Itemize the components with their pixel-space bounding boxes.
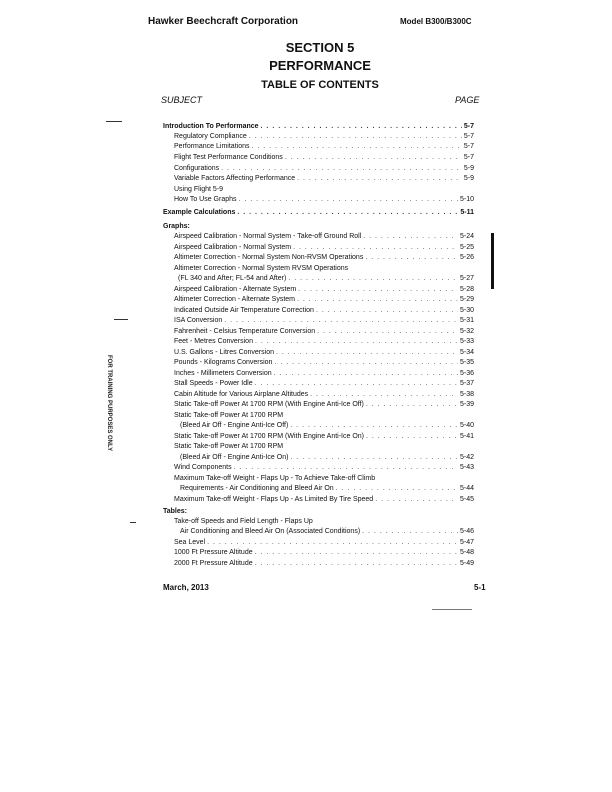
toc-entry: Indicated Outside Air Temperature Correction . . . 5-30: [174, 306, 474, 315]
footer-date: March, 2013: [163, 583, 209, 592]
toc-entry: Static Take-off Power At 1700 RPM (With Engine Anti-Ice On) . . . 5-41: [174, 432, 474, 441]
toc-entry: Static Take-off Power At 1700 RPM: [174, 412, 284, 419]
toc-entry: Static Take-off Power At 1700 RPM (With Engine Anti-Ice Off) . . . 5-39: [174, 400, 474, 409]
toc-entry: Maximum Take-off Weight - Flaps Up - As Limited By Tire Speed . . . 5-45: [174, 495, 474, 504]
page-column-header: PAGE: [455, 95, 480, 105]
toc-entry: Stall Speeds - Power Idle . . . 5-37: [174, 379, 474, 388]
section-title: SECTION 5: [285, 40, 355, 55]
margin-mark: [130, 522, 136, 523]
toc-entry: Sea Level . . . 5-47: [174, 538, 474, 547]
toc-title: TABLE OF CONTENTS: [261, 79, 379, 91]
subject-column-header: SUBJECT: [161, 95, 203, 105]
toc-entry: Airspeed Calibration - Normal System - Take-off Ground Roll . . . 5-24: [174, 232, 474, 241]
footer-page-number: 5-1: [474, 583, 486, 592]
toc-entry: U.S. Gallons - Litres Conversion . . . 5-34: [174, 348, 474, 357]
toc-entry: (Bleed Air Off - Engine Anti-Ice On) . . . 5-42: [180, 453, 474, 462]
toc-entry: Take-off Speeds and Field Length - Flaps Up: [174, 518, 313, 525]
toc-entry: Static Take-off Power At 1700 RPM: [174, 443, 284, 450]
toc-entry: Airspeed Calibration - Alternate System . . . 5-28: [174, 285, 474, 294]
toc-entry: Introduction To Performance . . . 5-7: [163, 122, 474, 131]
toc-group-heading: Tables:: [163, 508, 187, 515]
toc-entry: ISA Conversion . . . 5-31: [174, 316, 474, 325]
toc-entry: How To Use Graphs . . . 5-10: [174, 195, 474, 204]
company-header: Hawker Beechcraft Corporation: [148, 16, 299, 27]
toc-entry: Pounds - Kilograms Conversion . . . 5-35: [174, 358, 474, 367]
margin-mark: [106, 121, 122, 122]
toc-entry: Altimeter Correction - Alternate System . . . 5-29: [174, 295, 474, 304]
toc-entry: Altimeter Correction - Normal System RVSM Operations: [174, 265, 349, 272]
margin-change-bar: [491, 233, 494, 289]
toc-entry: Example Calculations . . . 5-11: [163, 208, 474, 217]
toc-entry: Performance Limitations . . . 5-7: [174, 142, 474, 151]
toc-entry: 2000 Ft Pressure Altitude . . . 5-49: [174, 559, 474, 568]
toc-entry: 1000 Ft Pressure Altitude . . . 5-48: [174, 548, 474, 557]
toc-entry: Cabin Altitude for Various Airplane Altitudes . . . 5-38: [174, 390, 474, 399]
section-name: PERFORMANCE: [269, 58, 371, 73]
toc-entry: Wind Components . . . 5-43: [174, 463, 474, 472]
training-side-note: FOR TRAINING PURPOSES ONLY: [106, 355, 112, 452]
toc-entry: Requirements - Air Conditioning and Bleed Air On . . . 5-44: [180, 484, 474, 493]
margin-mark: [432, 609, 472, 610]
toc-entry: Variable Factors Affecting Performance . . . 5-9: [174, 174, 474, 183]
toc-entry: Flight Test Performance Conditions . . . 5-7: [174, 153, 474, 162]
toc-entry: Air Conditioning and Bleed Air On (Associated Conditions) . . . 5-46: [180, 527, 474, 536]
toc-entry: Airspeed Calibration - Normal System . . . 5-25: [174, 243, 474, 252]
model-header: Model B300/B300C: [400, 17, 472, 26]
toc-entry: (Bleed Air Off - Engine Anti-Ice Off) . . . 5-40: [180, 421, 474, 430]
toc-entry: Feet - Metres Conversion . . . 5-33: [174, 337, 474, 346]
toc-entry: Fahrenheit - Celsius Temperature Conversion . . . 5-32: [174, 327, 474, 336]
toc-entry: (FL 340 and After; FL-54 and After) . . . 5-27: [178, 274, 474, 283]
toc-entry: Inches - Millimeters Conversion . . . 5-36: [174, 369, 474, 378]
toc-entry: Maximum Take-off Weight - Flaps Up - To Achieve Take-off Climb: [174, 475, 376, 482]
toc-entry: Configurations . . . 5-9: [174, 164, 474, 173]
margin-mark: [114, 319, 128, 320]
toc-entry: Using Flight 5-9: [174, 186, 224, 193]
toc-entry: Regulatory Compliance . . . 5-7: [174, 132, 474, 141]
toc-group-heading: Graphs:: [163, 223, 190, 230]
toc-entry: Altimeter Correction - Normal System Non-RVSM Operations . . . 5-26: [174, 253, 474, 262]
